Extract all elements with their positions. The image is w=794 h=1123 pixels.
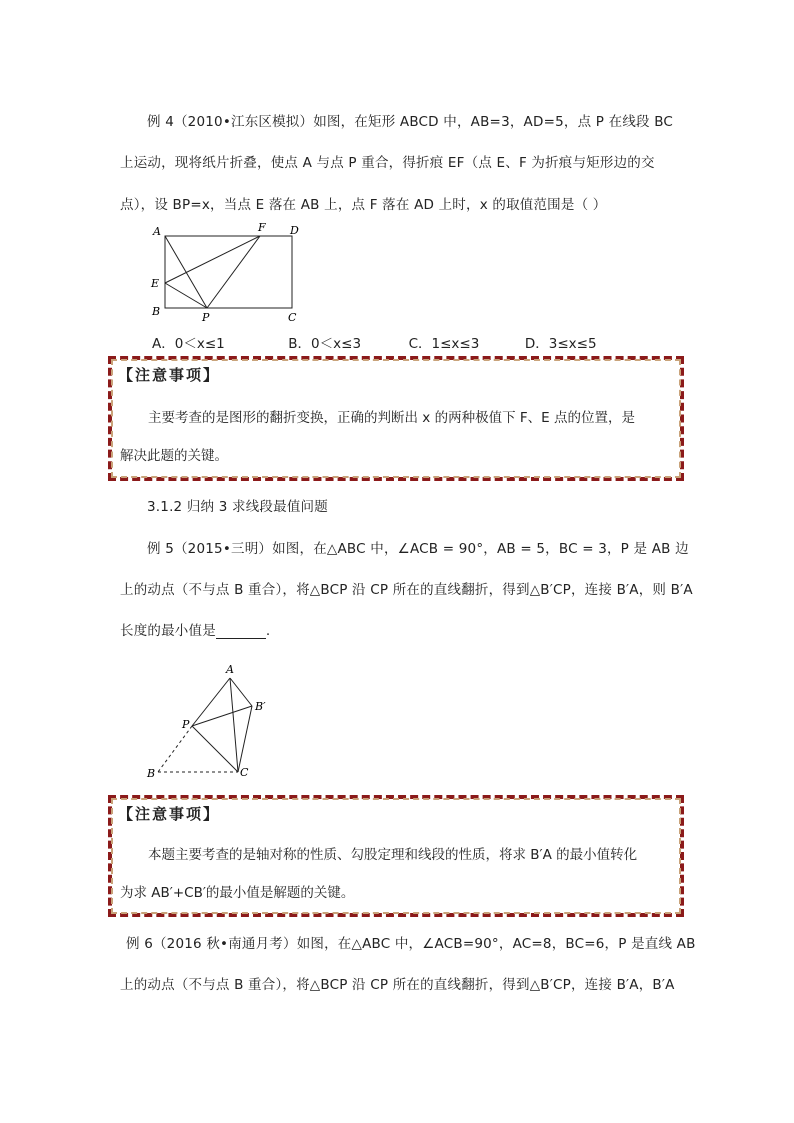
segment-ab-prime (230, 678, 252, 706)
triangle-fold-figure (140, 660, 280, 785)
label-c: C (240, 766, 249, 779)
label-b: B (147, 767, 156, 780)
label-a: A (153, 225, 161, 238)
segment-b-prime-c (238, 706, 252, 772)
example5-line3-prefix: 长度的最小值是 (120, 623, 216, 639)
rectangle-fold-figure (145, 220, 315, 328)
segment-ap (165, 236, 207, 308)
example4-line2: 上运动，现将纸片折叠，使点 A 与点 P 重合，得折痕 EF（点 E、F 为折痕与矩形边的交 (120, 155, 655, 171)
label-p: P (182, 718, 190, 731)
example4-line3: 点），设 BP=x，当点 E 落在 AB 上，点 F 落在 AD 上时，x 的取值范围是（ ） (120, 197, 607, 213)
note-title: 【注意事项】 (118, 366, 221, 384)
example5-line2: 上的动点（不与点 B 重合），将△BCP 沿 CP 所在的直线翻折，得到△B′CP，连接 B′A，则 B′A (120, 582, 693, 598)
label-e: E (151, 277, 160, 290)
option-b: B．0＜x≤3 (288, 336, 362, 352)
segment-pa (192, 678, 230, 726)
label-b: B (152, 305, 161, 318)
segment-pb-prime (192, 706, 252, 726)
label-f: F (258, 221, 266, 234)
example4-line1: 例 4（2010•江东区模拟）如图，在矩形 ABCD 中，AB=3，AD=5，点 P 在线段 BC (147, 114, 674, 130)
option-d: D．3≤x≤5 (524, 336, 597, 352)
example5-line3-suffix: . (265, 623, 271, 639)
note2-line2: 为求 AB′+CB′的最小值是解题的关键。 (120, 885, 355, 901)
segment-pc (192, 726, 238, 772)
section-heading: 3.1.2 归纳 3 求线段最值问题 (147, 499, 328, 515)
segment-ac (230, 678, 238, 772)
label-a: A (226, 663, 234, 676)
note2-line1: 本题主要考查的是轴对称的性质、勾股定理和线段的性质，将求 B′A 的最小值转化 (148, 847, 638, 863)
label-c: C (288, 311, 297, 324)
answer-options (152, 332, 597, 352)
segment-pb-dashed (158, 726, 192, 772)
example5-line1: 例 5（2015•三明）如图，在△ABC 中，∠ACB = 90°，AB = 5，BC = 3，P 是 AB 边 (147, 541, 689, 557)
note-title: 【注意事项】 (118, 805, 221, 823)
note-box-1 (108, 356, 684, 481)
answer-blank (216, 626, 266, 639)
option-a: A．0＜x≤1 (152, 336, 225, 352)
segment-ep (165, 283, 207, 308)
note1-line1: 主要考查的是图形的翻折变换，正确的判断出 x 的两种极值下 F、E 点的位置，是 (148, 410, 635, 426)
option-c: C．1≤x≤3 (408, 336, 480, 352)
note-box-2 (108, 795, 684, 917)
example5-line3 (120, 619, 270, 639)
segment-fp (207, 236, 260, 308)
label-b-prime: B′ (255, 700, 266, 713)
example6-line1: 例 6（2016 秋•南通月考）如图，在△ABC 中，∠ACB=90°，AC=8，BC=6，P 是直线 AB (126, 936, 696, 952)
label-p: P (202, 311, 210, 324)
rectangle-abcd (165, 236, 292, 308)
note1-line2: 解决此题的关键。 (120, 448, 228, 464)
label-d: D (290, 224, 299, 237)
example6-line2: 上的动点（不与点 B 重合），将△BCP 沿 CP 所在的直线翻折，得到△B′CP，连接 B′A，B′A (120, 977, 675, 993)
